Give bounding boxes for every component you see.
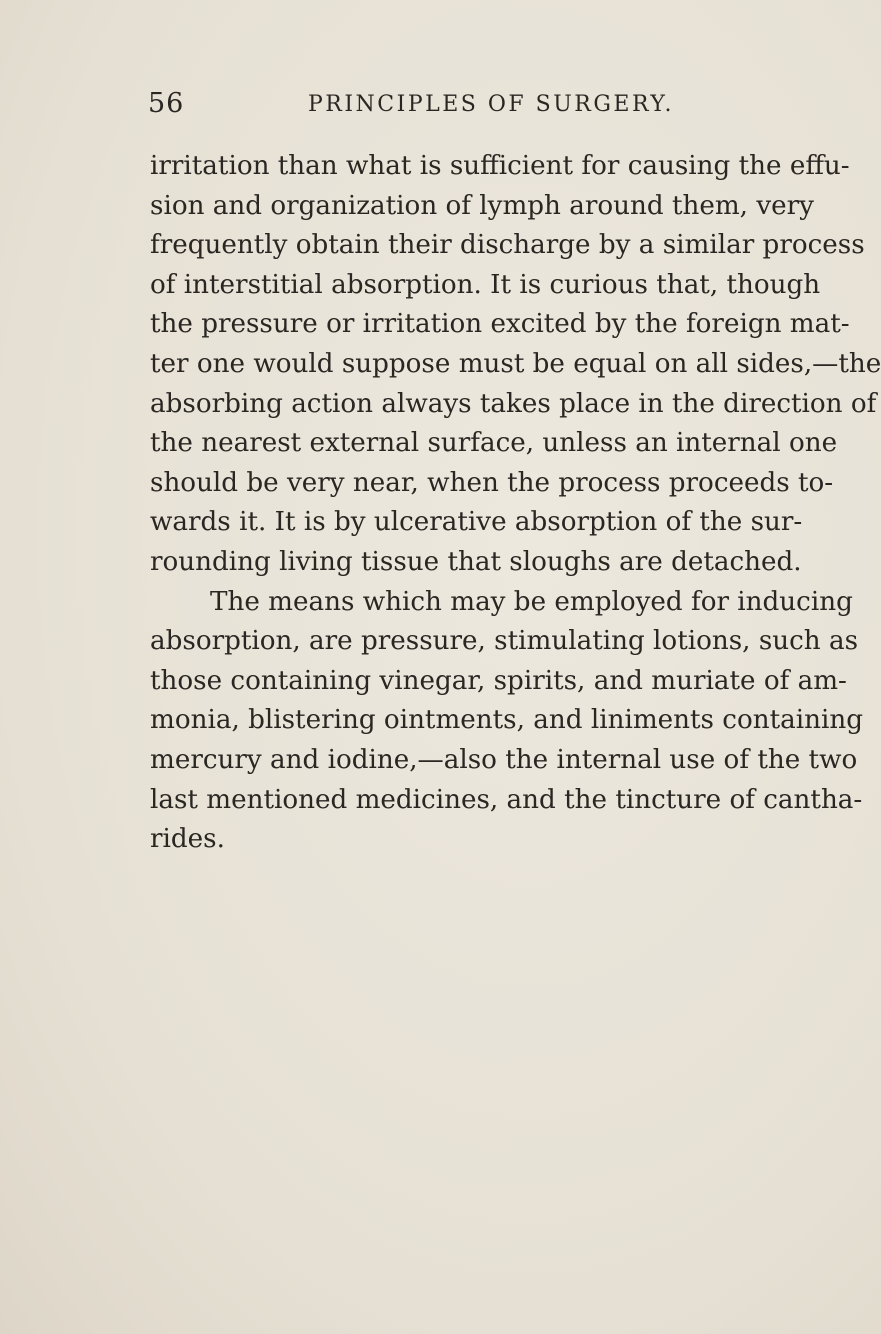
text-line: the pressure or irritation excited by the foreign mat- [150,309,850,340]
text-line: frequently obtain their discharge by a similar process [150,230,865,261]
text-line: sion and organization of lymph around them, very [150,190,814,221]
text-line: absorption, are pressure, stimulating lotions, such as [150,626,859,657]
running-head [148,88,768,128]
body-text [150,147,881,860]
text-line: wards it. It is by ulcerative absorption of the sur- [150,507,803,538]
text-line: those containing vinegar, spirits, and muriate of am- [150,665,847,696]
text-line: monia, blistering ointments, and liniments containing [150,705,863,736]
text-line: last mentioned medicines, and the tincture of cantha- [150,784,863,815]
text-line: The means which may be employed for inducing [210,586,853,617]
text-line: should be very near, when the process proceeds to- [150,467,834,498]
page-number: 56 [148,88,185,119]
text-line: irritation than what is sufficient for causing the effu- [150,151,850,181]
text-line: of interstitial absorption. It is curious that, though [150,269,821,300]
text-line: mercury and iodine,—also the internal use of the two [150,744,858,775]
text-line: ter one would suppose must be equal on all sides,—the [150,348,881,379]
paragraph-2 [150,583,863,860]
text-line: rounding living tissue that sloughs are detached. [150,546,802,577]
running-title: PRINCIPLES OF SURGERY. [308,92,675,117]
text-line: the nearest external surface, unless an internal one [150,428,838,459]
text-line: absorbing action always takes place in the direction of [150,388,877,419]
text-line: rides. [150,824,225,855]
paragraph-1 [150,147,881,583]
